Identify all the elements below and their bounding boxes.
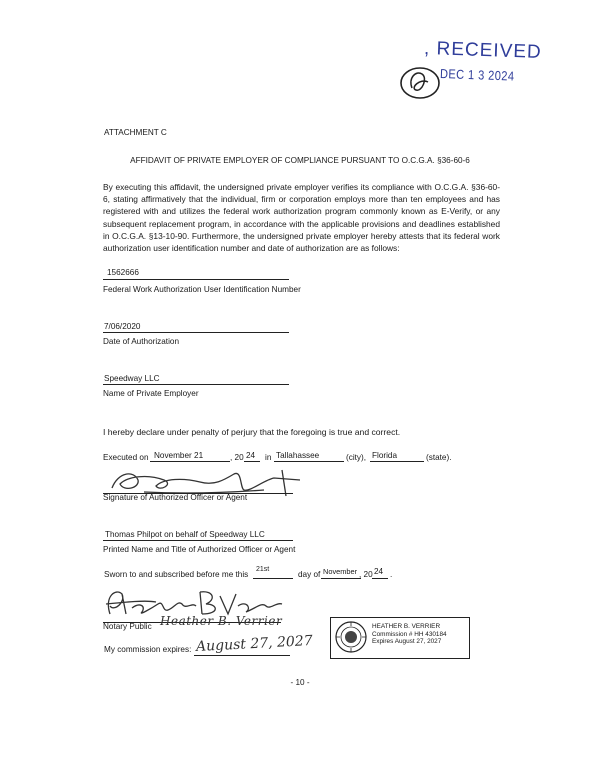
notary-seal-emblem: [334, 620, 368, 654]
received-date-stamp: DEC 1 3 2024: [439, 66, 515, 84]
executed-date: November 21: [154, 451, 204, 460]
auth-date-value: 7/06/2020: [104, 322, 141, 331]
employer-underline: [103, 384, 289, 385]
page-number: - 10 -: [290, 678, 310, 687]
executed-prefix: Executed on: [103, 453, 149, 462]
notary-handwritten-name: Heather B. Verrier: [160, 614, 283, 628]
user-id-underline: [103, 279, 289, 280]
auth-date-label: Date of Authorization: [103, 337, 180, 346]
declaration-text: I hereby declare under penalty of perjury that the foregoing is true and correct.: [103, 427, 401, 437]
executed-date-underline: [150, 461, 230, 462]
commission-label: My commission expires:: [104, 645, 192, 654]
affidavit-title: AFFIDAVIT OF PRIVATE EMPLOYER OF COMPLIANCE PURSUANT TO O.C.G.A. §36-60-6: [130, 156, 470, 165]
signature-label: Signature of Authorized Officer or Agent: [103, 493, 248, 502]
seal-name: HEATHER B. VERRIER: [372, 623, 441, 630]
sworn-end: .: [390, 570, 393, 579]
executed-state-label: (state).: [426, 453, 452, 462]
received-stamp: , RECEIVED: [423, 37, 543, 64]
printed-name-label: Printed Name and Title of Authorized Officer or Agent: [103, 545, 296, 554]
sworn-month: November: [323, 567, 358, 576]
user-id-label: Federal Work Authorization User Identification Number: [103, 285, 301, 294]
sworn-month-underline: [321, 578, 361, 579]
attachment-label: ATTACHMENT C: [104, 128, 167, 137]
auth-date-underline: [103, 332, 289, 333]
printed-name-value: Thomas Philpot on behalf of Speedway LLC: [105, 530, 265, 539]
executed-in: in: [265, 453, 272, 462]
employer-label: Name of Private Employer: [103, 389, 199, 398]
sworn-prefix: Sworn to and subscribed before me this: [104, 570, 249, 579]
notary-label: Notary Public: [103, 622, 152, 631]
commission-date-handwritten: August 27, 2027: [195, 632, 314, 656]
seal-expires: Expires August 27, 2027: [372, 638, 442, 646]
sworn-day-of: day of: [298, 570, 321, 579]
commission-underline: [194, 655, 290, 656]
executed-city-underline: [274, 461, 344, 462]
sworn-day: 21st: [256, 566, 270, 573]
sworn-day-underline: [253, 578, 293, 579]
executed-city: Tallahassee: [276, 451, 320, 460]
executed-city-label: (city),: [346, 453, 367, 462]
executed-year: 24: [246, 451, 256, 460]
printed-name-underline: [103, 540, 293, 541]
initials-scribble: [398, 64, 444, 102]
sworn-year-underline: [372, 578, 388, 579]
notary-seal-text: [372, 623, 447, 646]
executed-year-prefix: , 20: [230, 453, 244, 462]
intro-paragraph: By executing this affidavit, the undersigned private employer verifies its compliance with O.C.G.A. §36-60-6, stating affirmatively that the individual, firm or corporation employs more than ten employees and has registered with and utilizes the federal work authorization program commonly known as E-Verify, or any subsequent replacement program, in accordance with the applicable provisions and deadlines established in O.C.G.A. §13-10-90. Furthermore, the undersigned private employer hereby attests that its federal work authorization user identification number and date of authorization are as follows:: [103, 182, 500, 254]
sworn-year-prefix: , 20: [359, 570, 373, 579]
user-id-value: 1562666: [107, 268, 139, 277]
seal-commission: Commission # HH 430184: [372, 630, 447, 638]
executed-year-underline: [244, 461, 260, 462]
executed-state-underline: [370, 461, 424, 462]
sworn-year: 24: [374, 567, 384, 576]
executed-state: Florida: [372, 451, 398, 460]
employer-value: Speedway LLC: [104, 374, 160, 383]
